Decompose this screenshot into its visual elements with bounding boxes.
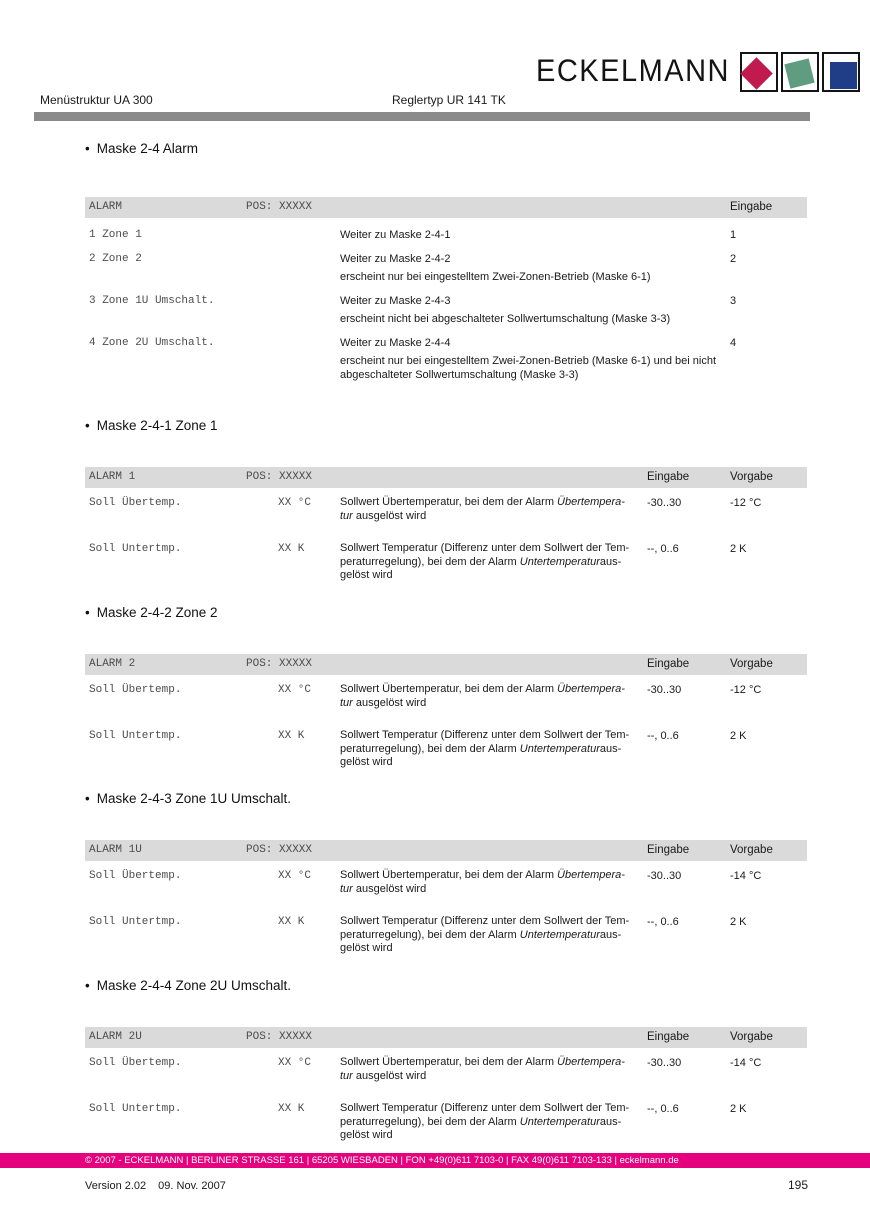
- logo-red-diamond-icon: [740, 57, 773, 90]
- desc-text: ausgelöst wird: [352, 882, 427, 895]
- desc-text-italic: tur: [340, 696, 353, 709]
- header-left-title: Menüstruktur UA 300: [40, 93, 153, 107]
- table-pos: POS: XXXXX: [246, 201, 313, 213]
- section-heading-text: Maske 2-4 Alarm: [96, 141, 199, 156]
- section-heading-text: Maske 2-4-4 Zone 2U Umschalt.: [96, 978, 292, 993]
- desc-text-italic: Übertempera-: [557, 683, 625, 695]
- bullet-icon: •: [85, 978, 90, 993]
- param-display-value: XX °C: [278, 684, 312, 696]
- section-heading: [85, 141, 807, 157]
- section-maske-2-4-2: [85, 605, 807, 770]
- table-pos: POS: XXXXX: [246, 471, 313, 483]
- table-pos: POS: XXXXX: [246, 658, 313, 670]
- table-row: [85, 336, 807, 382]
- menu-item-name: 3 Zone 1U Umschalt.: [89, 295, 215, 307]
- param-vorgabe: 2 K: [730, 730, 747, 742]
- param-name: Soll Untertmp.: [89, 543, 182, 555]
- param-name: Soll Übertemp.: [89, 1057, 182, 1069]
- table-row: [85, 1056, 807, 1083]
- param-description: [340, 1056, 660, 1083]
- param-vorgabe: -12 °C: [730, 684, 762, 696]
- param-table-alarm-1: [85, 467, 807, 583]
- table-row: [85, 869, 807, 896]
- menu-table-alarm: [85, 197, 807, 382]
- desc-text: Sollwert Temperatur (Differenz unter dem Sollwert der Tem-: [340, 729, 630, 741]
- param-display-value: XX °C: [278, 497, 312, 509]
- menu-item-note: erscheint nur bei eingestelltem Zwei-Zonen-Betrieb (Maske 6-1) und bei nicht abgeschalteter Sollwertumschaltung (Maske 3-3): [340, 355, 717, 381]
- menu-item-eingabe: 1: [730, 229, 737, 241]
- section-heading: [85, 978, 807, 994]
- column-header-eingabe: Eingabe: [647, 1031, 690, 1043]
- section-heading-text: Maske 2-4-1 Zone 1: [96, 418, 218, 433]
- menu-item-action: Weiter zu Maske 2-4-3: [340, 295, 451, 307]
- table-title: ALARM 1U: [89, 844, 142, 856]
- desc-text: gelöst wird: [340, 569, 393, 581]
- desc-text: Sollwert Temperatur (Differenz unter dem Sollwert der Tem-: [340, 542, 630, 554]
- param-display-value: XX K: [278, 916, 305, 928]
- table-row: [85, 496, 807, 523]
- logo-squares: [737, 52, 860, 92]
- menu-item-name: 4 Zone 2U Umschalt.: [89, 337, 215, 349]
- param-name: Soll Übertemp.: [89, 870, 182, 882]
- param-description: [340, 729, 660, 770]
- column-header-vorgabe: Vorgabe: [730, 471, 773, 483]
- param-table-alarm-2u: [85, 1027, 807, 1143]
- desc-text-italic: Untertemperatur: [519, 742, 600, 755]
- desc-text: gelöst wird: [340, 756, 393, 768]
- table-header-row: [85, 197, 807, 218]
- section-heading: [85, 605, 807, 621]
- table-title: ALARM: [89, 201, 123, 213]
- param-eingabe: --, 0..6: [647, 543, 679, 555]
- section-heading: [85, 418, 807, 434]
- logo-box-blue: [822, 52, 860, 92]
- param-display-value: XX K: [278, 1103, 305, 1115]
- table-title: ALARM 2: [89, 658, 136, 670]
- logo-blue-square-icon: [830, 62, 857, 89]
- param-eingabe: -30..30: [647, 1057, 682, 1069]
- desc-text: Sollwert Temperatur (Differenz unter dem Sollwert der Tem-: [340, 915, 630, 927]
- desc-text: gelöst wird: [340, 942, 393, 954]
- page-number: 195: [787, 1178, 808, 1192]
- menu-item-note: erscheint nicht bei abgeschalteter Sollwertumschaltung (Maske 3-3): [340, 313, 671, 325]
- desc-text: peraturregelung), bei dem der Alarm: [340, 742, 520, 755]
- bullet-icon: •: [85, 791, 90, 806]
- column-header-eingabe: Eingabe: [730, 201, 773, 213]
- desc-text: aus-: [599, 742, 622, 755]
- menu-item-eingabe: 4: [730, 337, 737, 349]
- footer-version-line: [85, 1180, 226, 1192]
- table-row: [85, 252, 807, 284]
- desc-text: peraturregelung), bei dem der Alarm: [340, 928, 520, 941]
- table-row: [85, 1102, 807, 1143]
- param-description: [340, 869, 660, 896]
- param-eingabe: --, 0..6: [647, 916, 679, 928]
- param-table-alarm-2: [85, 654, 807, 770]
- header-rule: [34, 112, 810, 121]
- param-name: Soll Untertmp.: [89, 730, 182, 742]
- table-title: ALARM 2U: [89, 1031, 142, 1043]
- param-vorgabe: 2 K: [730, 916, 747, 928]
- param-vorgabe: 2 K: [730, 1103, 747, 1115]
- desc-text: peraturregelung), bei dem der Alarm: [340, 1115, 520, 1128]
- desc-text: ausgelöst wird: [352, 696, 427, 709]
- section-maske-2-4-3: [85, 791, 807, 956]
- param-name: Soll Übertemp.: [89, 684, 182, 696]
- table-title: ALARM 1: [89, 471, 136, 483]
- table-header-row: [85, 840, 807, 861]
- desc-text: aus-: [599, 928, 622, 941]
- desc-text-italic: tur: [340, 882, 353, 895]
- logo-wordmark: ECKELMANN: [536, 54, 730, 89]
- table-pos: POS: XXXXX: [246, 844, 313, 856]
- param-vorgabe: -14 °C: [730, 1057, 762, 1069]
- desc-text: gelöst wird: [340, 1129, 393, 1141]
- menu-item-name: 2 Zone 2: [89, 253, 142, 265]
- param-eingabe: -30..30: [647, 684, 682, 696]
- table-row: [85, 683, 807, 710]
- section-maske-2-4-1: [85, 418, 807, 583]
- desc-text-italic: Untertemperatur: [519, 555, 600, 568]
- table-header-row: [85, 467, 807, 488]
- desc-text: Sollwert Übertemperatur, bei dem der Alarm: [340, 496, 558, 508]
- desc-text-italic: Übertempera-: [557, 1056, 625, 1068]
- desc-text: Sollwert Übertemperatur, bei dem der Alarm: [340, 869, 558, 881]
- param-vorgabe: -12 °C: [730, 497, 762, 509]
- bullet-icon: •: [85, 418, 90, 433]
- desc-text: ausgelöst wird: [352, 1069, 427, 1082]
- logo-green-square-icon: [784, 58, 814, 88]
- section-heading: [85, 791, 807, 807]
- param-description: [340, 542, 660, 583]
- menu-item-note: erscheint nur bei eingestelltem Zwei-Zonen-Betrieb (Maske 6-1): [340, 271, 651, 283]
- column-header-vorgabe: Vorgabe: [730, 1031, 773, 1043]
- column-header-vorgabe: Vorgabe: [730, 844, 773, 856]
- param-vorgabe: -14 °C: [730, 870, 762, 882]
- desc-text-italic: tur: [340, 1069, 353, 1082]
- param-eingabe: --, 0..6: [647, 730, 679, 742]
- table-row: [85, 915, 807, 956]
- param-description: [340, 915, 660, 956]
- param-name: Soll Übertemp.: [89, 497, 182, 509]
- desc-text: Sollwert Übertemperatur, bei dem der Alarm: [340, 1056, 558, 1068]
- menu-item-action: Weiter zu Maske 2-4-1: [340, 229, 451, 241]
- desc-text: aus-: [599, 1115, 622, 1128]
- menu-item-eingabe: 2: [730, 253, 737, 265]
- desc-text-italic: Untertemperatur: [519, 1115, 600, 1128]
- logo-box-green: [781, 52, 819, 92]
- desc-text: aus-: [599, 555, 622, 568]
- menu-item-eingabe: 3: [730, 295, 737, 307]
- desc-text-italic: Untertemperatur: [519, 928, 600, 941]
- desc-text: peraturregelung), bei dem der Alarm: [340, 555, 520, 568]
- param-display-value: XX K: [278, 543, 305, 555]
- menu-item-name: 1 Zone 1: [89, 229, 142, 241]
- param-eingabe: --, 0..6: [647, 1103, 679, 1115]
- column-header-eingabe: Eingabe: [647, 844, 690, 856]
- menu-item-action: Weiter zu Maske 2-4-4: [340, 337, 451, 349]
- footer-date: 09. Nov. 2007: [158, 1180, 226, 1192]
- desc-text: Sollwert Temperatur (Differenz unter dem Sollwert der Tem-: [340, 1102, 630, 1114]
- param-vorgabe: 2 K: [730, 543, 747, 555]
- bullet-icon: •: [85, 141, 90, 156]
- param-description: [340, 683, 660, 710]
- param-table-alarm-1u: [85, 840, 807, 956]
- param-description: [340, 496, 660, 523]
- table-header-row: [85, 1027, 807, 1048]
- param-name: Soll Untertmp.: [89, 916, 182, 928]
- logo-box-red: [740, 52, 778, 92]
- footer-version: Version 2.02: [85, 1180, 147, 1192]
- param-description: [340, 1102, 660, 1143]
- table-pos: POS: XXXXX: [246, 1031, 313, 1043]
- column-header-eingabe: Eingabe: [647, 471, 690, 483]
- param-display-value: XX K: [278, 730, 305, 742]
- section-heading-text: Maske 2-4-3 Zone 1U Umschalt.: [96, 791, 292, 806]
- section-maske-2-4-4: [85, 978, 807, 1143]
- param-eingabe: -30..30: [647, 870, 682, 882]
- menu-item-action: Weiter zu Maske 2-4-2: [340, 253, 451, 265]
- column-header-vorgabe: Vorgabe: [730, 658, 773, 670]
- section-heading-text: Maske 2-4-2 Zone 2: [96, 605, 218, 620]
- param-eingabe: -30..30: [647, 497, 682, 509]
- column-header-eingabe: Eingabe: [647, 658, 690, 670]
- table-row: [85, 542, 807, 583]
- footer-address-bar: © 2007 - ECKELMANN | BERLINER STRASSE 161 | 65205 WIESBADEN | FON +49(0)611 7103-0 | FAX 49(0)611 7103-133 | eckelmann.de: [0, 1153, 870, 1168]
- param-name: Soll Untertmp.: [89, 1103, 182, 1115]
- desc-text-italic: Übertempera-: [557, 869, 625, 881]
- desc-text: Sollwert Übertemperatur, bei dem der Alarm: [340, 683, 558, 695]
- eckelmann-logo: [536, 52, 860, 92]
- desc-text-italic: Übertempera-: [557, 496, 625, 508]
- param-display-value: XX °C: [278, 870, 312, 882]
- table-header-row: [85, 654, 807, 675]
- desc-text: ausgelöst wird: [352, 509, 427, 522]
- section-maske-2-4: [85, 141, 807, 382]
- header-center-title: Reglertyp UR 141 TK: [392, 93, 506, 107]
- bullet-icon: •: [85, 605, 90, 620]
- param-display-value: XX °C: [278, 1057, 312, 1069]
- table-row: [85, 729, 807, 770]
- desc-text-italic: tur: [340, 509, 353, 522]
- table-row: [85, 228, 807, 242]
- table-row: [85, 294, 807, 326]
